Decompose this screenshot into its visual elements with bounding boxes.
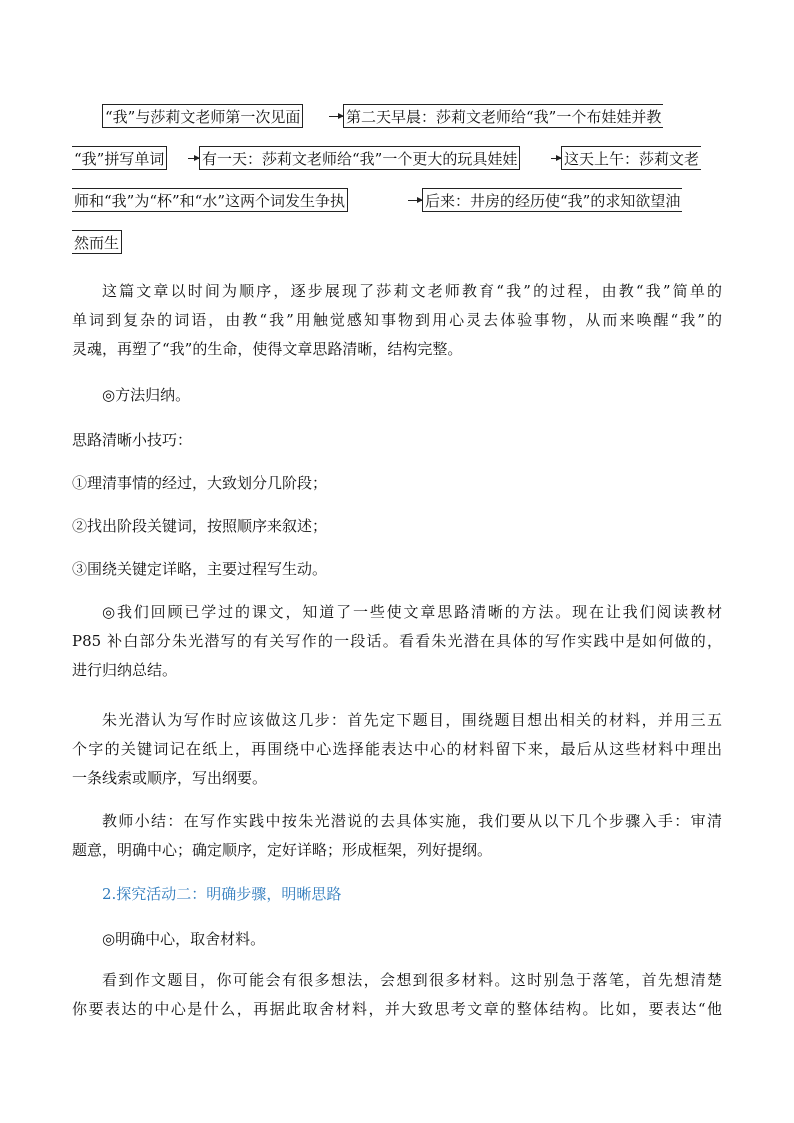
arrow-icon: [329, 116, 343, 117]
last-paragraph: 看到作文题目，你可能会有很多想法，会想到很多材料。这时别急于落笔，首先想清楚 你要表达的中心是什么，再据此取舍材料，并大致思考文章的整体结构。比如，要表达“他: [72, 971, 722, 1018]
activity-heading: 2.探究活动二：明确步骤，明晰思路: [102, 885, 342, 903]
flow-box-next-morning-cont: “我”拼写单词: [72, 146, 167, 170]
flow-box-that-morning-cont: 师和“我”为“杯”和“水”这两个词发生争执: [72, 188, 348, 212]
tip-2: ②找出阶段关键词，按照顺序来叙述；: [72, 517, 328, 535]
teacher-summary-paragraph: 教师小结：在写作实践中按朱光潜说的去具体实施，我们要从以下几个步骤入手：审清 题意，明确中心；确定顺序，定好详略；形成框架，列好提纲。: [72, 812, 722, 859]
arrow-icon: [408, 200, 422, 201]
flow-line-2: [72, 146, 722, 176]
flow-line-3: [72, 188, 722, 218]
tip-3: ③围绕关键定详略，主要过程写生动。: [72, 560, 328, 578]
flow-box-later-cont: 然而生: [72, 230, 122, 254]
method-label: ◎方法归纳。: [102, 386, 191, 404]
flow-line-4: [72, 230, 722, 260]
tip-1: ①理清事情的经过，大致划分几阶段；: [72, 474, 328, 492]
flow-box-that-morning: 这天上午：莎莉文老: [561, 146, 701, 170]
flow-line-1: [72, 104, 722, 134]
arrow-icon: [551, 158, 561, 159]
arrow-icon: [188, 158, 199, 159]
flow-box-one-day: 有一天：莎莉文老师给“我”一个更大的玩具娃娃: [199, 146, 520, 170]
center-label: ◎明确中心，取舍材料。: [102, 930, 266, 948]
zhu-paragraph: 朱光潜认为写作时应该做这几步：首先定下题目，围绕题目想出相关的材料，并用三五 个字的关键词记在纸上，再围绕中心选择能表达中心的材料留下来，最后从这些材料中理出 一条线索或顺序，写出纲要。: [72, 711, 722, 787]
flow-box-first-meeting: “我”与莎莉文老师第一次见面: [102, 104, 303, 128]
review-paragraph: ◎我们回顾已学过的课文，知道了一些使文章思路清晰的方法。现在让我们阅读教材 P85 补白部分朱光潜写的有关写作的一段话。看看朱光潜在具体的写作实践中是如何做的， 进行归纳总结。: [72, 603, 722, 679]
summary-paragraph: 这篇文章以时间为顺序，逐步展现了莎莉文老师教育“我”的过程，由教“我”简单的 单词到复杂的词语，由教“我”用触觉感知事物到用心灵去体验事物，从而来唤醒“我”的 灵魂，再塑了“我”的生命，使得文章思路清晰，结构完整。: [72, 282, 722, 358]
tips-title: 思路清晰小技巧：: [72, 431, 193, 449]
flow-box-next-morning: 第二天早晨：莎莉文老师给“我”一个布娃娃并教: [343, 104, 663, 128]
flow-box-later: 后来：井房的经历使“我”的求知欲望油: [422, 188, 682, 212]
